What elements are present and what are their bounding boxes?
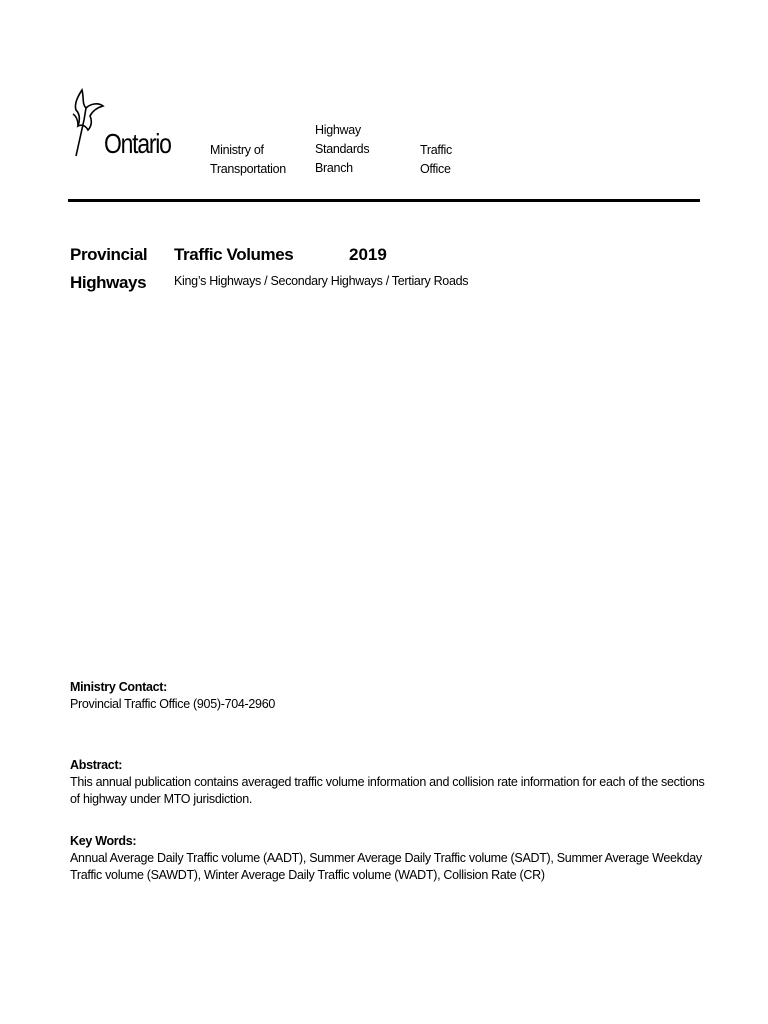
abstract-text: This annual publication contains averaged traffic volume information and collision rate information for each of the sections of highway under MTO jurisdiction. — [70, 775, 705, 806]
abstract-section — [70, 757, 710, 808]
keywords-text: Annual Average Daily Traffic volume (AADT), Summer Average Daily Traffic volume (SADT), Summer Average Weekday Traffic volume (SAWDT), Winter Average Daily Traffic volume (WADT), Collision Rate (CR) — [70, 851, 702, 882]
logo-wordmark: Ontario — [104, 128, 171, 159]
contact-text: Provincial Traffic Office (905)-704-2960 — [70, 697, 276, 711]
ontario-logo — [70, 86, 180, 164]
title-category: Provincial Highways — [70, 245, 148, 292]
contact-section — [70, 679, 710, 713]
title-year: 2019 — [349, 245, 387, 264]
abstract-heading: Abstract: — [70, 758, 123, 772]
page-title: Traffic Volumes — [174, 245, 294, 264]
header-divider — [68, 199, 700, 202]
ministry-label: Ministry of Transportation — [210, 143, 286, 176]
branch-label: Highway Standards Branch — [315, 123, 370, 175]
keywords-heading: Key Words: — [70, 834, 137, 848]
office-label: Traffic Office — [420, 143, 452, 176]
trillium-icon — [70, 86, 106, 158]
contact-heading: Ministry Contact: — [70, 680, 167, 694]
page-subtitle: King’s Highways / Secondary Highways / Tertiary Roads — [174, 274, 469, 288]
keywords-section — [70, 833, 710, 884]
